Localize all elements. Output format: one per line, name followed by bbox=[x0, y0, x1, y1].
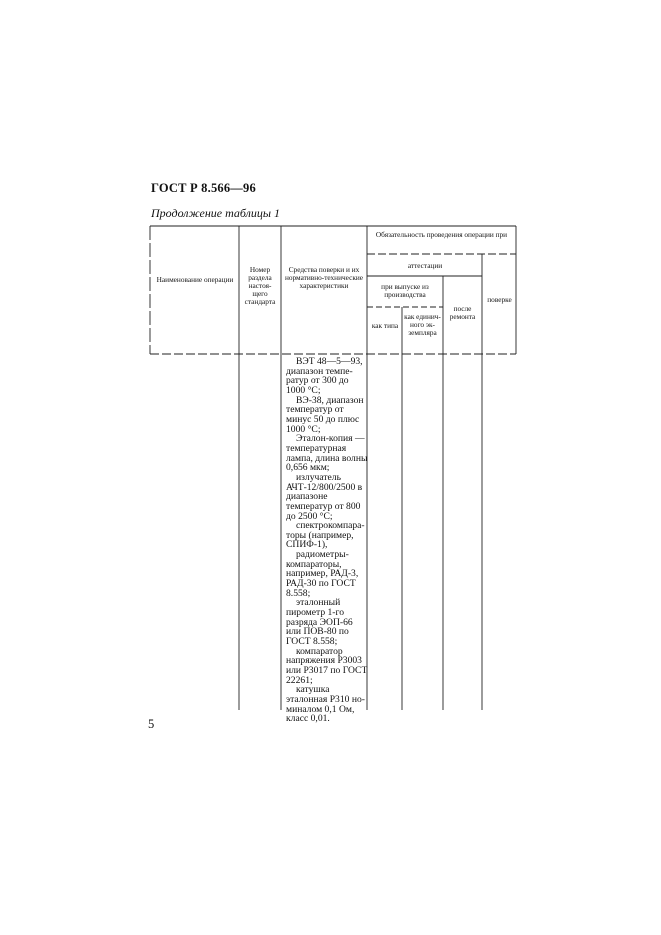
means-item: эталонный пирометр 1-го разряда ЭОП-66 или ПОВ-80 по ГОСТ 8.558; bbox=[286, 597, 353, 648]
col-header-verification: поверке bbox=[487, 295, 512, 304]
col-header-after-repair: после ремонта bbox=[449, 304, 476, 322]
col-header-release: при выпуске из производства bbox=[381, 282, 429, 300]
col-header-means: Средства поверки и их нормативно-технические характеристики bbox=[284, 265, 364, 291]
table-caption: Продолжение таблицы 1 bbox=[151, 206, 281, 220]
means-item: ВЭТ 48—5—93, диапазон темпе-ратур от 300 до 1000 °С; bbox=[286, 356, 363, 396]
means-item: излучатель АЧТ-12/800/2500 в диапазоне температур от 800 до 2500 °С; bbox=[286, 471, 363, 522]
means-item: компаратор напряжения Р3003 или Р3017 по ГОСТ 22261; bbox=[286, 645, 368, 686]
means-of-verification-cell bbox=[286, 357, 368, 724]
col-header-obligation: Обязательность проведения операции при bbox=[375, 230, 508, 239]
page-number: 5 bbox=[148, 717, 155, 731]
col-header-section: Номер раздела настоя-щего стандарта bbox=[244, 265, 276, 307]
col-header-as-type: как типа bbox=[371, 321, 399, 330]
col-header-as-unit: как единич-ного эк-земпляра bbox=[404, 312, 441, 338]
means-item: ВЭ-38, диапазон температур от минус 50 до плюс 1000 °С; bbox=[286, 394, 364, 435]
means-item: Эталон-копия — температурная лампа, длина волны 0,656 мкм; bbox=[286, 433, 368, 474]
col-header-attestation: аттестации bbox=[407, 261, 443, 270]
means-item: спектрокомпара-торы (например, СПИФ-1), bbox=[286, 520, 365, 551]
col-header-name: Наименование операции bbox=[156, 275, 234, 284]
document-title: ГОСТ Р 8.566—96 bbox=[151, 181, 256, 195]
means-item: катушка эталонная Р310 но-миналом 0,1 Ом, класс 0,01. bbox=[286, 684, 365, 725]
means-item: радиометры-компараторы, например, РАД-3, РАД-30 по ГОСТ 8.558; bbox=[286, 549, 359, 599]
